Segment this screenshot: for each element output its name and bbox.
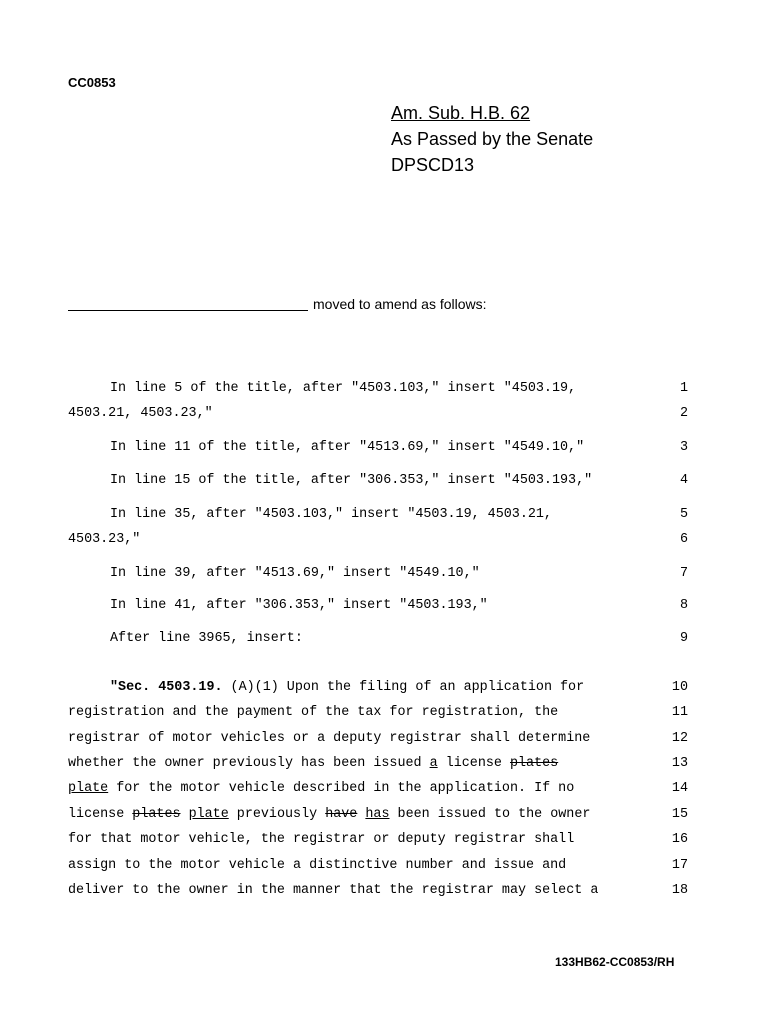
text-segment: previously <box>228 807 326 822</box>
deleted-text: plates <box>509 756 559 771</box>
amendment-line-3: In line 11 of the title, after "4513.69," insert "4549.10," <box>110 440 585 455</box>
document-id: CC0853 <box>68 75 116 90</box>
text-segment: license <box>68 807 133 822</box>
deleted-text: have <box>325 807 358 822</box>
line-number: 2 <box>679 406 688 421</box>
line-number: 16 <box>671 832 688 847</box>
line-number: 18 <box>671 883 688 898</box>
section-line-18: deliver to the owner in the manner that the registrar may select a <box>68 883 599 898</box>
section-line-11: registration and the payment of the tax for registration, the <box>68 705 559 720</box>
line-number: 13 <box>671 756 688 771</box>
line-number: 8 <box>679 598 688 613</box>
amendment-line-9: After line 3965, insert: <box>110 631 303 646</box>
text-segment: been issued to the owner <box>389 807 591 822</box>
quote-open: " <box>110 680 119 695</box>
section-line-14 <box>68 781 574 797</box>
line-number: 9 <box>679 631 688 646</box>
section-line-17: assign to the motor vehicle a distinctive number and issue and <box>68 858 567 873</box>
amendment-line-7: In line 39, after "4513.69," insert "4549.10," <box>110 566 480 581</box>
line-number: 4 <box>679 473 688 488</box>
amendment-line-4: In line 15 of the title, after "306.353," insert "4503.193," <box>110 473 593 488</box>
bill-code: DPSCD13 <box>391 155 475 175</box>
section-heading: Sec. 4503.19. <box>118 680 223 695</box>
line-number: 5 <box>679 507 688 522</box>
amendment-line-8: In line 41, after "306.353," insert "4503.193," <box>110 598 488 613</box>
inserted-text: plate <box>188 807 229 822</box>
line-number: 1 <box>679 381 688 396</box>
section-line-12: registrar of motor vehicles or a deputy registrar shall determine <box>68 731 591 746</box>
line-number: 15 <box>671 807 688 822</box>
mover-line <box>68 296 487 312</box>
bill-header <box>391 100 593 178</box>
section-line-16: for that motor vehicle, the registrar or deputy registrar shall <box>68 832 575 847</box>
text-segment: for the motor vehicle described in the application. If no <box>108 781 575 796</box>
section-line-15 <box>68 807 590 823</box>
inserted-text: has <box>365 807 390 822</box>
inserted-text: a <box>429 756 438 771</box>
line-number: 3 <box>679 440 688 455</box>
section-line-10 <box>110 680 584 696</box>
amendment-line-6: 4503.23," <box>68 532 141 547</box>
line-number: 10 <box>671 680 688 695</box>
amendment-line-5: In line 35, after "4503.103," insert "4503.19, 4503.21, <box>110 507 552 522</box>
line-number: 7 <box>679 566 688 581</box>
bill-title: Am. Sub. H.B. 62 <box>391 103 531 123</box>
amendment-line-2: 4503.21, 4503.23," <box>68 406 213 421</box>
bill-status: As Passed by the Senate <box>391 129 594 149</box>
line-number: 6 <box>679 532 688 547</box>
text-segment: whether the owner previously has been issued <box>68 756 430 771</box>
mover-signature-blank <box>68 296 308 311</box>
line-number: 17 <box>671 858 688 873</box>
line-number: 11 <box>671 705 688 720</box>
amendment-line-1: In line 5 of the title, after "4503.103," insert "4503.19, <box>110 381 577 396</box>
text-segment <box>181 807 189 822</box>
deleted-text: plates <box>132 807 181 822</box>
section-line-13 <box>68 756 558 772</box>
line-number: 14 <box>671 781 688 796</box>
mover-text: moved to amend as follows: <box>313 296 487 312</box>
section-line-10-text: (A)(1) Upon the filing of an application for <box>222 680 585 695</box>
text-segment: license <box>437 756 510 771</box>
line-number: 12 <box>671 731 688 746</box>
inserted-text: plate <box>68 781 109 796</box>
footer-document-id: 133HB62-CC0853/RH <box>555 955 675 969</box>
